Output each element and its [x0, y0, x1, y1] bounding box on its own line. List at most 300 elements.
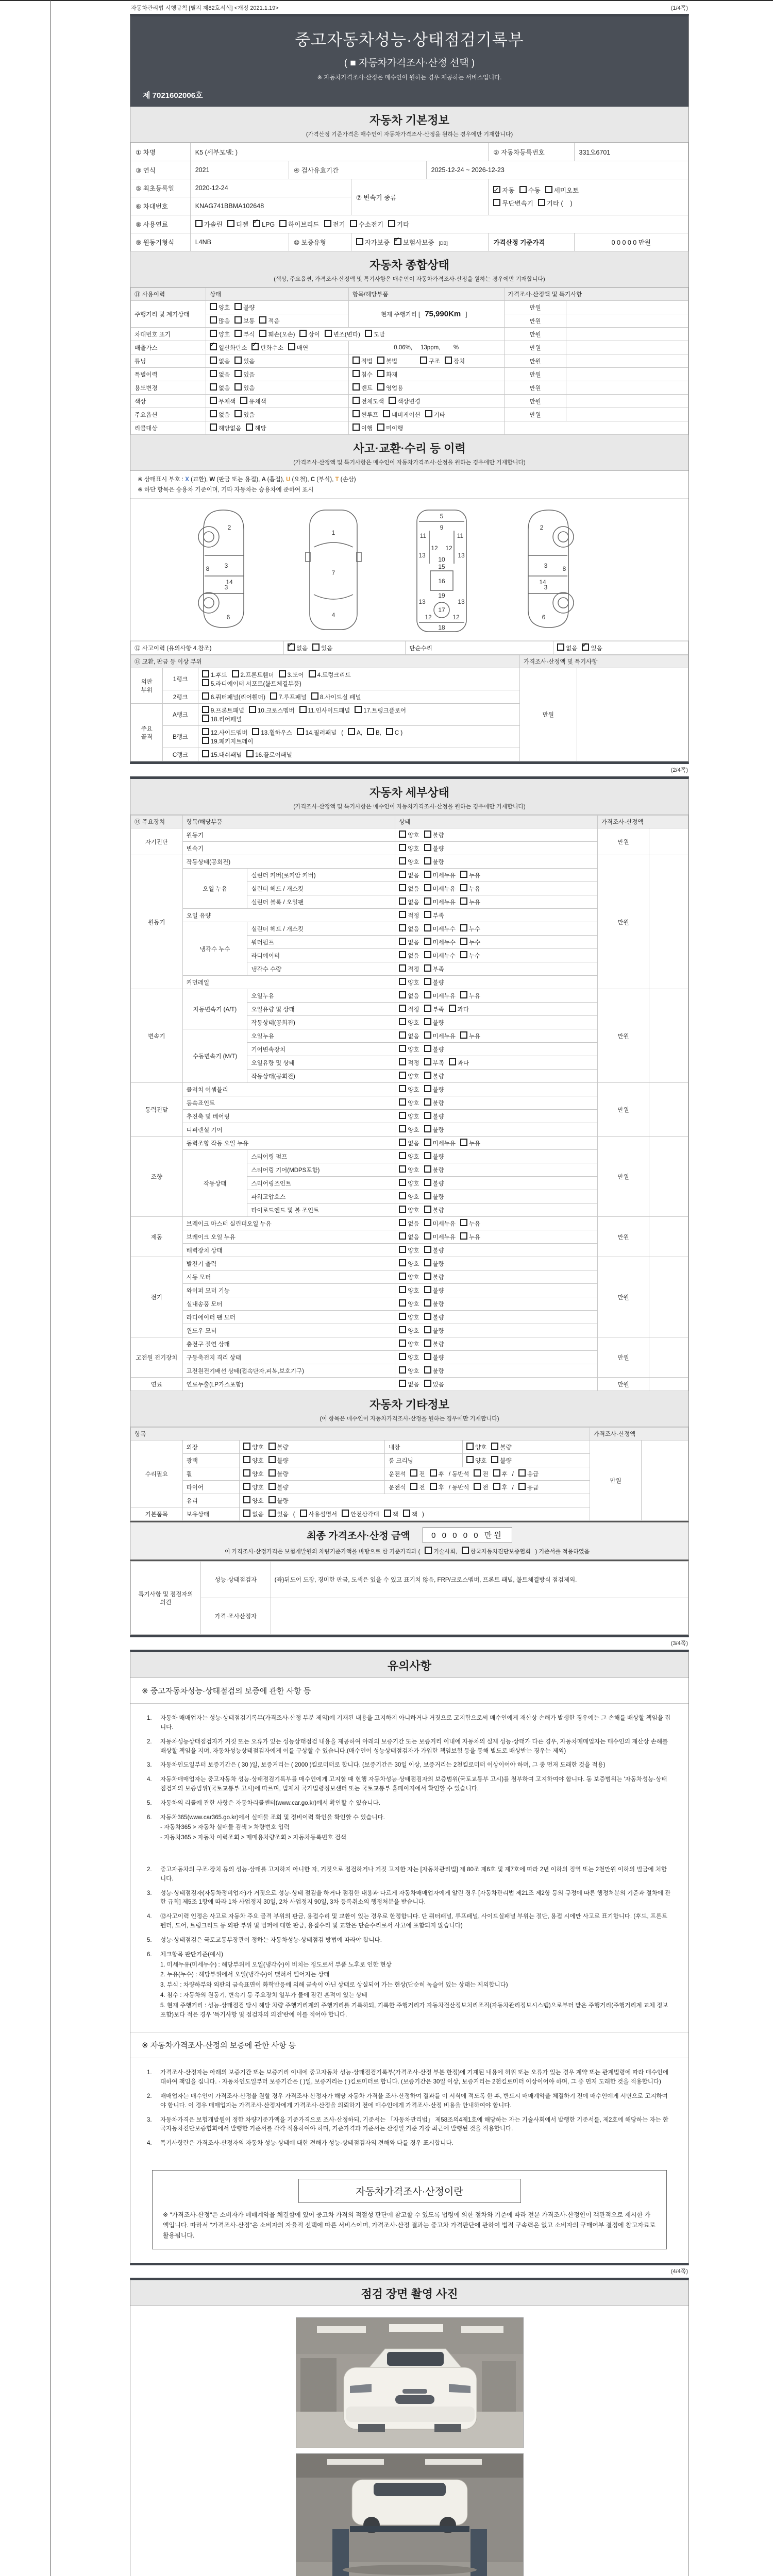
notice-item	[147, 1889, 672, 1908]
checkbox[interactable]	[474, 1483, 481, 1490]
checkbox[interactable]	[424, 1112, 431, 1119]
checkbox[interactable]	[424, 1152, 431, 1159]
cell	[395, 1043, 598, 1056]
section-note: (이 항목은 매수인이 자동차가격조사·산정을 원하는 경우에만 기재합니다)	[320, 1416, 499, 1422]
checkbox[interactable]	[367, 728, 374, 735]
text-part	[389, 1470, 406, 1478]
checkbox[interactable]	[234, 410, 242, 417]
checkbox[interactable]	[424, 884, 431, 891]
checkbox[interactable]	[424, 1366, 431, 1374]
table-row	[131, 341, 688, 354]
checkbox[interactable]	[466, 1456, 474, 1463]
checkbox[interactable]	[424, 1125, 431, 1132]
checkbox[interactable]	[195, 220, 203, 227]
checkbox[interactable]	[210, 303, 217, 310]
checkbox[interactable]	[377, 370, 384, 377]
checkbox[interactable]	[399, 1246, 406, 1253]
panel-number: 2	[540, 524, 543, 532]
checkbox[interactable]	[424, 1018, 431, 1025]
checkbox[interactable]	[424, 1353, 431, 1360]
cell: 라디에이터	[247, 949, 395, 962]
option-label: 양호	[408, 1114, 419, 1121]
checkbox[interactable]	[424, 1219, 431, 1226]
checkbox[interactable]	[399, 1005, 406, 1012]
option-label: 부족	[432, 1007, 444, 1013]
option-label: 미세누유	[432, 886, 456, 893]
checkbox[interactable]	[399, 871, 406, 878]
notice-number: 4.	[147, 1913, 152, 1920]
checkbox[interactable]	[234, 370, 242, 377]
checkbox[interactable]	[399, 978, 406, 985]
option-label: 양호	[408, 1020, 419, 1027]
checkbox[interactable]	[234, 383, 242, 391]
cell: 와이퍼 모터 기능	[182, 1284, 395, 1297]
checkbox[interactable]	[259, 330, 266, 337]
option-label: 과다	[457, 1007, 469, 1013]
checkbox-checked[interactable]	[493, 186, 500, 193]
checkbox-option	[234, 330, 255, 338]
cell: 만원	[504, 301, 566, 314]
checkbox[interactable]	[234, 316, 242, 324]
checkbox[interactable]	[399, 1058, 406, 1065]
checkbox[interactable]	[424, 1259, 431, 1266]
checkbox[interactable]	[399, 938, 406, 945]
checkbox[interactable]	[493, 1483, 500, 1490]
checkbox[interactable]	[279, 220, 287, 227]
checkbox[interactable]	[210, 423, 217, 431]
option-label: 불량	[432, 1342, 444, 1348]
checkbox[interactable]	[268, 1510, 276, 1517]
option-label: 있음	[243, 372, 255, 378]
checkbox[interactable]	[424, 1286, 431, 1293]
text-part	[439, 239, 448, 246]
cell	[206, 381, 348, 395]
checkbox[interactable]	[399, 1273, 406, 1280]
checkbox[interactable]	[399, 897, 406, 905]
checkbox[interactable]	[424, 924, 431, 931]
checkbox[interactable]	[202, 706, 209, 713]
checkbox[interactable]	[424, 897, 431, 905]
checkbox[interactable]	[352, 370, 360, 377]
checkbox[interactable]	[430, 1483, 437, 1490]
label-fuel: ⑧ 사용연료	[131, 215, 191, 233]
checkbox[interactable]	[210, 357, 217, 364]
checkbox[interactable]	[399, 991, 406, 998]
checkbox[interactable]	[399, 1179, 406, 1186]
option-label: 해당	[255, 426, 266, 432]
checkbox[interactable]	[288, 343, 295, 350]
option-label: 도말	[373, 332, 385, 338]
checkbox[interactable]	[377, 357, 384, 364]
notice-number: 2.	[147, 1867, 152, 1873]
checkbox[interactable]	[399, 844, 406, 851]
option-label: 양호	[408, 1167, 419, 1174]
checkbox-option	[518, 1483, 539, 1492]
checkbox[interactable]	[312, 643, 320, 651]
checkbox[interactable]	[348, 728, 355, 735]
checkbox[interactable]	[300, 1510, 307, 1517]
cell	[395, 1137, 598, 1150]
checkbox[interactable]	[399, 924, 406, 931]
checkbox-option	[399, 1031, 419, 1040]
checkbox[interactable]	[491, 1443, 498, 1450]
checkbox[interactable]	[352, 423, 360, 431]
checkbox[interactable]	[399, 911, 406, 918]
section-note: (가격조사·산정액 및 특기사항은 매수인이 자동차가격조사·산정을 원하는 경우에만 기재합니다)	[293, 460, 526, 466]
option-label: 장치	[453, 359, 465, 365]
checkbox[interactable]	[424, 871, 431, 878]
checkbox[interactable]	[243, 1456, 250, 1463]
checkbox-option	[424, 897, 456, 906]
checkbox-option	[424, 964, 444, 973]
checkbox[interactable]	[462, 1547, 469, 1554]
checkbox[interactable]	[388, 220, 395, 227]
checkbox-option	[249, 706, 295, 715]
notice-subitem: - 자동차365 > 자동차 실매물 검색 > 차량번호 입력	[160, 1824, 290, 1831]
checkbox[interactable]	[399, 831, 406, 838]
checkbox[interactable]	[424, 1072, 431, 1079]
cell	[395, 1083, 598, 1096]
checkbox-checked[interactable]	[251, 343, 259, 350]
checkbox[interactable]	[399, 1072, 406, 1079]
checkbox-option	[243, 1456, 263, 1465]
checkbox[interactable]	[424, 911, 431, 918]
checkbox[interactable]	[460, 897, 467, 905]
checkbox[interactable]	[279, 670, 286, 677]
checkbox[interactable]	[449, 1058, 456, 1065]
checkbox[interactable]	[460, 871, 467, 878]
checkbox[interactable]	[424, 1340, 431, 1347]
checkbox[interactable]	[259, 316, 266, 324]
checkbox[interactable]	[399, 1232, 406, 1240]
option-label: 매연	[296, 345, 309, 351]
checkbox[interactable]	[232, 670, 239, 677]
checkbox[interactable]	[424, 978, 431, 985]
notice-number: 2.	[147, 2093, 152, 2100]
checkbox[interactable]	[386, 728, 393, 735]
checkbox[interactable]	[352, 383, 360, 391]
checkbox[interactable]	[493, 1469, 500, 1477]
checkbox[interactable]	[399, 964, 406, 972]
checkbox[interactable]	[424, 1232, 431, 1240]
checkbox[interactable]	[210, 330, 217, 337]
checkbox[interactable]	[424, 1139, 431, 1146]
checkbox[interactable]	[424, 844, 431, 851]
panel-number: 3	[544, 562, 547, 570]
checkbox-option	[399, 1112, 419, 1121]
checkbox[interactable]	[202, 679, 209, 686]
state-code-label: (교환),	[191, 477, 210, 483]
checkbox[interactable]	[355, 706, 362, 713]
checkbox[interactable]	[399, 1206, 406, 1213]
section-title: 자동차 기본정보	[369, 114, 449, 127]
checkbox[interactable]	[399, 1380, 406, 1387]
checkbox[interactable]	[268, 1443, 276, 1450]
checkbox[interactable]	[243, 1483, 250, 1490]
checkbox[interactable]	[383, 410, 390, 417]
checkbox[interactable]	[399, 1139, 406, 1146]
checkbox[interactable]	[399, 1165, 406, 1173]
option-label: 세미오토	[553, 187, 579, 194]
checkbox[interactable]	[234, 357, 242, 364]
option-label: 양호	[408, 1074, 419, 1080]
checkbox[interactable]	[399, 1085, 406, 1092]
checkbox[interactable]	[460, 951, 467, 958]
checkbox-option	[399, 857, 419, 866]
cell	[395, 1230, 598, 1244]
checkbox-checked[interactable]	[394, 238, 401, 245]
checkbox[interactable]	[210, 383, 217, 391]
checkbox[interactable]	[399, 1313, 406, 1320]
cell: 라디에이터 팬 모터	[182, 1311, 395, 1324]
checkbox[interactable]	[399, 1112, 406, 1119]
option-label: 15.대쉬패널	[210, 752, 242, 759]
panel-number: 4	[331, 612, 335, 619]
checkbox[interactable]	[557, 643, 564, 651]
checkbox[interactable]	[424, 964, 431, 972]
checkbox[interactable]	[246, 750, 254, 757]
checkbox[interactable]	[243, 1469, 250, 1477]
checkbox[interactable]	[399, 951, 406, 958]
checkbox[interactable]	[399, 1326, 406, 1333]
checkbox[interactable]	[246, 423, 253, 431]
checkbox[interactable]	[268, 1469, 276, 1477]
checkbox[interactable]	[538, 199, 545, 206]
checkbox[interactable]	[518, 1469, 526, 1477]
checkbox[interactable]	[399, 1098, 406, 1106]
checkbox[interactable]	[399, 1259, 406, 1266]
checkbox-option	[352, 357, 373, 365]
checkbox-option	[466, 1443, 486, 1451]
checkbox[interactable]	[202, 750, 209, 757]
checkbox[interactable]	[377, 383, 384, 391]
checkbox[interactable]	[243, 1510, 250, 1517]
checkbox[interactable]	[268, 1456, 276, 1463]
checkbox[interactable]	[424, 1031, 431, 1039]
checkbox[interactable]	[270, 692, 277, 700]
checkbox[interactable]	[460, 1031, 467, 1039]
checkbox[interactable]	[377, 423, 384, 431]
checkbox[interactable]	[425, 1547, 432, 1554]
option-label: 미세누유	[432, 993, 456, 1000]
cell: 고전원전기배선 상태(접속단자,피복,보호기구)	[182, 1364, 395, 1378]
cell	[206, 314, 348, 328]
checkbox[interactable]	[243, 1443, 250, 1450]
checkbox[interactable]	[518, 1483, 526, 1490]
cell	[395, 1378, 598, 1391]
checkbox[interactable]	[249, 706, 256, 713]
checkbox[interactable]	[202, 715, 209, 722]
checkbox-checked[interactable]	[210, 343, 217, 350]
checkbox[interactable]	[424, 1380, 431, 1387]
checkbox[interactable]	[243, 1496, 250, 1503]
checkbox[interactable]	[424, 1313, 431, 1320]
checkbox[interactable]	[325, 330, 332, 337]
checkbox[interactable]	[424, 831, 431, 838]
option-label: 11.인사이드패널	[308, 708, 350, 715]
checkbox[interactable]	[399, 1045, 406, 1052]
checkbox[interactable]	[449, 1005, 456, 1012]
checkbox[interactable]	[445, 357, 452, 364]
section-notice	[130, 1652, 688, 1678]
checkbox-option	[410, 1469, 425, 1478]
checkbox[interactable]	[350, 220, 357, 227]
checkbox-option	[365, 330, 385, 338]
cell	[566, 301, 688, 314]
checkbox[interactable]	[424, 951, 431, 958]
table-row	[131, 989, 688, 1003]
checkbox[interactable]	[252, 728, 259, 735]
checkbox[interactable]	[399, 1366, 406, 1374]
checkbox[interactable]	[430, 1469, 437, 1477]
checkbox[interactable]	[424, 1165, 431, 1173]
cell: 등속죠인트	[182, 1096, 395, 1110]
checkbox[interactable]	[210, 370, 217, 377]
cell	[198, 690, 519, 704]
cell: 냉각수 누수	[182, 922, 247, 976]
checkbox[interactable]	[202, 728, 209, 735]
cell: 구동축전지 격리 상태	[182, 1351, 395, 1364]
checkbox[interactable]	[424, 1058, 431, 1065]
cell	[395, 962, 598, 976]
checkbox[interactable]	[545, 186, 552, 193]
notice-list-1	[130, 1704, 688, 1855]
option-label: 기타	[433, 412, 445, 418]
checkbox[interactable]	[460, 1219, 467, 1226]
checkbox[interactable]	[519, 186, 527, 193]
checkbox[interactable]	[356, 238, 363, 245]
checkbox[interactable]	[460, 884, 467, 891]
checkbox[interactable]	[309, 670, 316, 677]
cell	[566, 368, 688, 381]
checkbox[interactable]	[424, 1246, 431, 1253]
checkbox[interactable]	[410, 1483, 417, 1490]
checkbox[interactable]	[424, 1085, 431, 1092]
checkbox[interactable]	[460, 924, 467, 931]
checkbox-checked[interactable]	[582, 643, 589, 651]
checkbox[interactable]	[460, 991, 467, 998]
checkbox[interactable]	[399, 1018, 406, 1025]
checkbox[interactable]	[389, 397, 396, 404]
option-label: 양호	[408, 1181, 419, 1188]
checkbox[interactable]	[234, 330, 242, 337]
checkbox-option	[288, 643, 308, 652]
checkbox[interactable]	[352, 397, 360, 404]
checkbox[interactable]	[424, 938, 431, 945]
checkbox[interactable]	[399, 1353, 406, 1360]
checkbox[interactable]	[399, 1219, 406, 1226]
checkbox[interactable]	[424, 1192, 431, 1199]
checkbox[interactable]	[399, 1031, 406, 1039]
notice-subitem: - 자동차365 > 자동차 이력조회 > 매매용차량조회 > 자동차등록번호 검색	[160, 1835, 346, 1841]
notice-item	[147, 1912, 672, 1931]
checkbox[interactable]	[399, 1192, 406, 1199]
checkbox[interactable]	[297, 728, 304, 735]
checkbox[interactable]	[352, 410, 360, 417]
checkbox[interactable]	[210, 316, 217, 324]
checkbox[interactable]	[403, 1510, 410, 1517]
option-label: 양호	[408, 1194, 419, 1201]
checkbox[interactable]	[424, 991, 431, 998]
checkbox[interactable]	[268, 1496, 276, 1503]
checkbox[interactable]	[424, 1045, 431, 1052]
checkbox[interactable]	[424, 857, 431, 865]
checkbox[interactable]	[240, 397, 247, 404]
checkbox[interactable]	[342, 1510, 349, 1517]
checkbox[interactable]	[460, 1139, 467, 1146]
checkbox[interactable]	[460, 938, 467, 945]
cell	[240, 1454, 385, 1467]
checkbox[interactable]	[399, 1340, 406, 1347]
checkbox[interactable]	[424, 1299, 431, 1307]
cell	[649, 1378, 688, 1391]
checkbox[interactable]	[424, 1005, 431, 1012]
option-label: 이행	[361, 426, 373, 432]
checkbox[interactable]	[424, 1206, 431, 1213]
cell: ⑪ 사용이력	[131, 288, 206, 301]
checkbox[interactable]	[410, 1469, 417, 1477]
checkbox[interactable]	[399, 1125, 406, 1132]
checkbox-checked[interactable]	[288, 643, 295, 651]
checkbox[interactable]	[202, 670, 209, 677]
checkbox[interactable]	[399, 1299, 406, 1307]
checkbox[interactable]	[299, 330, 307, 337]
checkbox[interactable]	[460, 1232, 467, 1240]
checkbox[interactable]	[424, 1179, 431, 1186]
checkbox-option	[377, 357, 397, 365]
option-label: 운전석	[389, 1471, 406, 1478]
option-label: 없음	[408, 900, 419, 906]
checkbox[interactable]	[202, 737, 209, 744]
checkbox-option	[234, 316, 255, 325]
checkbox[interactable]	[399, 1152, 406, 1159]
checkbox[interactable]	[227, 220, 234, 227]
checkbox[interactable]	[424, 1273, 431, 1280]
checkbox-option	[399, 871, 419, 879]
checkbox[interactable]	[210, 397, 217, 404]
checkbox[interactable]	[399, 857, 406, 865]
checkbox[interactable]	[424, 1098, 431, 1106]
checkbox[interactable]	[268, 1483, 276, 1490]
checkbox[interactable]	[352, 357, 360, 364]
table-row	[131, 215, 688, 233]
checkbox[interactable]	[299, 706, 307, 713]
checkbox[interactable]	[399, 1286, 406, 1293]
checkbox[interactable]	[311, 692, 318, 700]
checkbox[interactable]	[420, 357, 427, 364]
checkbox[interactable]	[210, 410, 217, 417]
inspection-period-value: 2025-12-24 ~ 2026-12-23	[426, 161, 688, 179]
page-3	[130, 1650, 689, 2265]
checkbox[interactable]	[202, 692, 209, 700]
checkbox[interactable]	[324, 220, 331, 227]
checkbox[interactable]	[365, 330, 372, 337]
checkbox[interactable]	[384, 1510, 391, 1517]
checkbox-option	[424, 1098, 444, 1107]
cell	[395, 1190, 598, 1204]
checkbox[interactable]	[474, 1469, 481, 1477]
panel-number: 14	[225, 579, 233, 586]
option-label: 양호	[408, 1047, 419, 1054]
checkbox[interactable]	[234, 303, 242, 310]
checkbox[interactable]	[424, 1326, 431, 1333]
checkbox-checked[interactable]	[253, 220, 260, 227]
checkbox[interactable]	[425, 410, 432, 417]
checkbox[interactable]	[399, 884, 406, 891]
checkbox[interactable]	[466, 1443, 474, 1450]
checkbox[interactable]	[493, 199, 500, 206]
checkbox[interactable]	[491, 1456, 498, 1463]
